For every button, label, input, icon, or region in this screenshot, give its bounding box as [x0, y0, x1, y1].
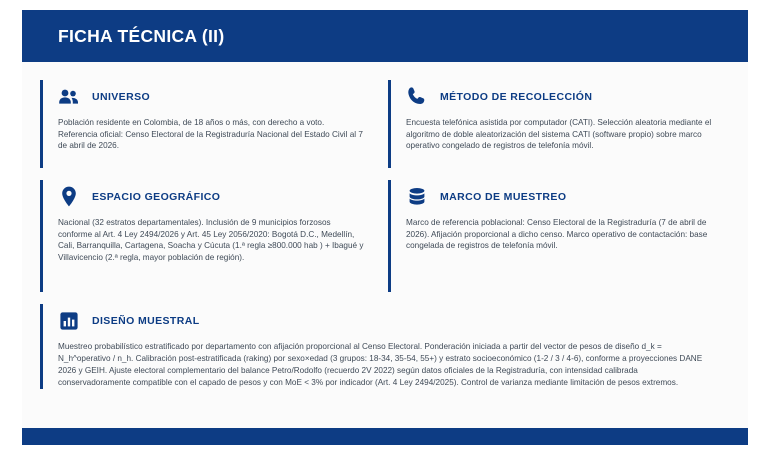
card-header — [56, 180, 364, 214]
slide-header — [22, 10, 748, 62]
card-text: Marco de referencia poblacional: Censo Electoral de la Registraduría (7 de abril de 2026). Afijación proporcional a dicho censo. Marco operativo de contactación: base congelada de registros de telefonía móvil. — [406, 218, 708, 251]
card-title: UNIVERSO — [92, 91, 151, 103]
left-margin — [0, 0, 22, 453]
cards-row-3 — [40, 300, 730, 393]
people-icon — [56, 84, 82, 110]
card-text: Muestreo probabilístico estratificado por departamento con afijación proporcional al Censo Electoral. Ponderación iniciada a partir del vector de pesos de diseño d_k = N_h^operativo / n_h. Calibración post-estratificada (raking) por sexo×edad (3 grupos: 18-34, 35-54, 55+) y estrato socioeconómico (1-2 / 3 / 4-6), conforme a proyecciones DANE 2026 y GEIH. Ajuste electoral complementario del balance Petro/Rodolfo (recuerdo 2V 2022) según datos oficiales de la Registraduría, con intensidad calibrada conservadoramente compatible con el capado de pesos y con MoE < 3% por indicador (Art. 4 Ley 2494/2025). Control de varianza mediante limitación de pesos extremos. — [58, 342, 703, 387]
card-text: Encuesta telefónica asistida por computador (CATI). Selección aleatoria mediante el algoritmo de doble aleatorización del sistema CATI (software propio) sobre marco operativo congelado de registros de telefonía móvil. — [406, 118, 712, 151]
slide-footer-bar — [22, 428, 748, 445]
card-diseno-muestral — [40, 300, 718, 393]
card-title: ESPACIO GEOGRÁFICO — [92, 191, 221, 203]
cards-row-2 — [40, 176, 730, 296]
right-margin — [748, 0, 760, 453]
database-icon — [404, 184, 430, 210]
card-text: Nacional (32 estratos departamentales). Inclusión de 9 municipios forzosos conforme al Art. 4 Ley 2494/2026 y Art. 45 Ley 2056/2020: Bogotá D.C., Medellín, Cali, Barranquilla, Cartagena, Soacha y Cúcuta (1.ª regla ≥800.000 hab ) + Ibagué y Villavicencio (2.ª regla, mayor población de región). — [58, 218, 364, 262]
card-header — [56, 80, 364, 114]
card-espacio-geografico — [40, 176, 370, 296]
slide-body — [22, 62, 748, 428]
card-header — [56, 304, 712, 338]
bar-chart-icon — [56, 308, 82, 334]
cards-grid — [22, 62, 748, 428]
card-marco-de-muestreo — [388, 176, 718, 296]
bottom-margin — [0, 445, 760, 453]
card-title: MÉTODO DE RECOLECCIÓN — [440, 91, 593, 103]
card-title: MARCO DE MUESTREO — [440, 191, 567, 203]
map-pin-icon — [56, 184, 82, 210]
card-header — [404, 80, 712, 114]
page-title: FICHA TÉCNICA (II) — [58, 25, 225, 46]
cards-row-1 — [40, 76, 730, 172]
card-header — [404, 180, 712, 214]
card-universo — [40, 76, 370, 172]
card-metodo-de-recoleccion — [388, 76, 718, 172]
card-title: DISEÑO MUESTRAL — [92, 315, 200, 327]
card-text: Población residente en Colombia, de 18 años o más, con derecho a voto. Referencia oficial: Censo Electoral de la Registraduría Nacional del Estado Civil al 7 de abril de 2026. — [58, 118, 363, 151]
phone-icon — [404, 84, 430, 110]
